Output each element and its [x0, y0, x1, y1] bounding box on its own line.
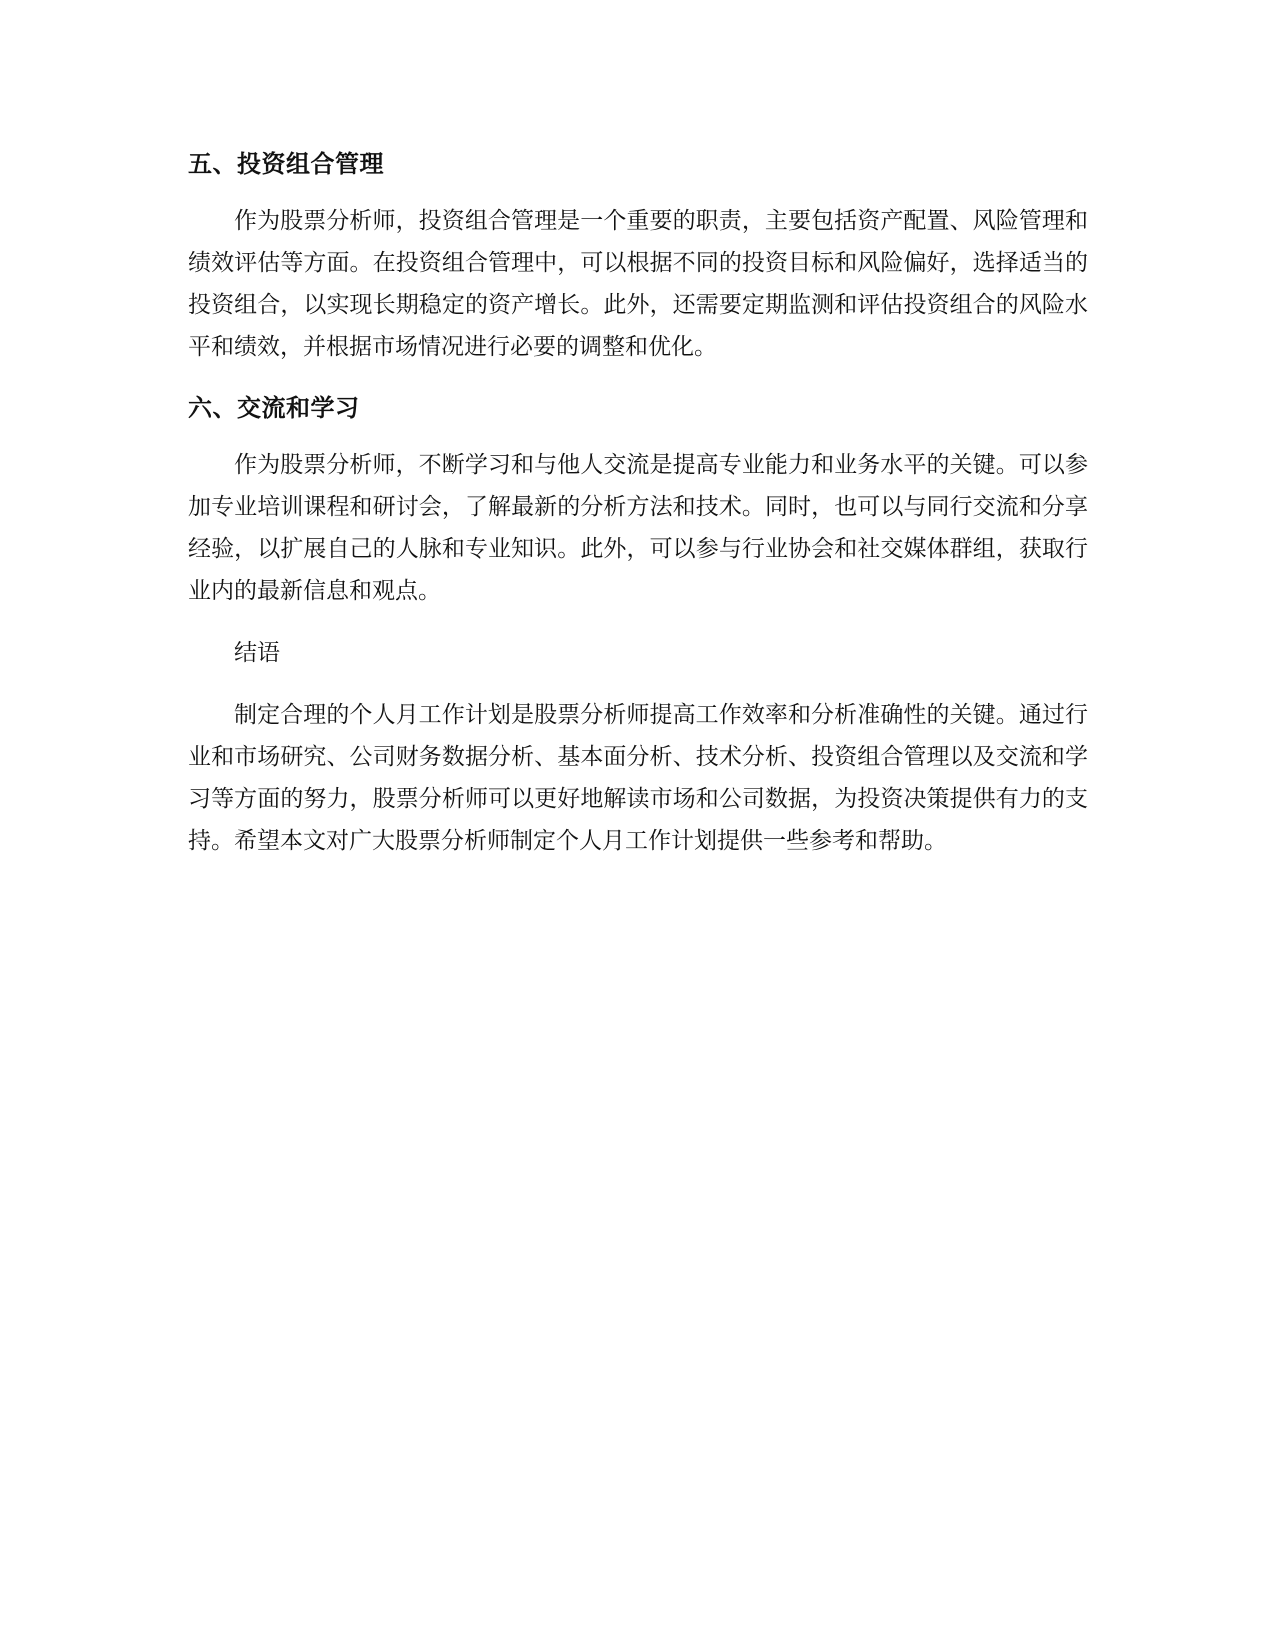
conclusion-paragraph: 制定合理的个人月工作计划是股票分析师提高工作效率和分析准确性的关键。通过行业和市场研究、公司财务数据分析、基本面分析、技术分析、投资组合管理以及交流和学习等方面的努力，股票分析师可以更好地解读市场和公司数据，为投资决策提供有力的支持。希望本文对广大股票分析师制定个人月工作计划提供一些参考和帮助。: [188, 702, 1088, 854]
conclusion-title: 结语: [234, 640, 280, 666]
section-paragraph-portfolio-management: 作为股票分析师，投资组合管理是一个重要的职责，主要包括资产配置、风险管理和绩效评估等方面。在投资组合管理中，可以根据不同的投资目标和风险偏好，选择适当的投资组合，以实现长期稳定的资产增长。此外，还需要定期监测和评估投资组合的风险水平和绩效，并根据市场情况进行必要的调整和优化。: [188, 208, 1088, 360]
section-heading-communication-learning: 六、交流和学习: [188, 394, 360, 422]
document-body: [188, 146, 1088, 862]
section-paragraph-communication-learning: 作为股票分析师，不断学习和与他人交流是提高专业能力和业务水平的关键。可以参加专业培训课程和研讨会，了解最新的分析方法和技术。同时，也可以与同行交流和分享经验，以扩展自己的人脉和专业知识。此外，可以参与行业协会和社交媒体群组，获取行业内的最新信息和观点。: [188, 452, 1088, 604]
section-heading-portfolio-management: 五、投资组合管理: [188, 150, 384, 178]
